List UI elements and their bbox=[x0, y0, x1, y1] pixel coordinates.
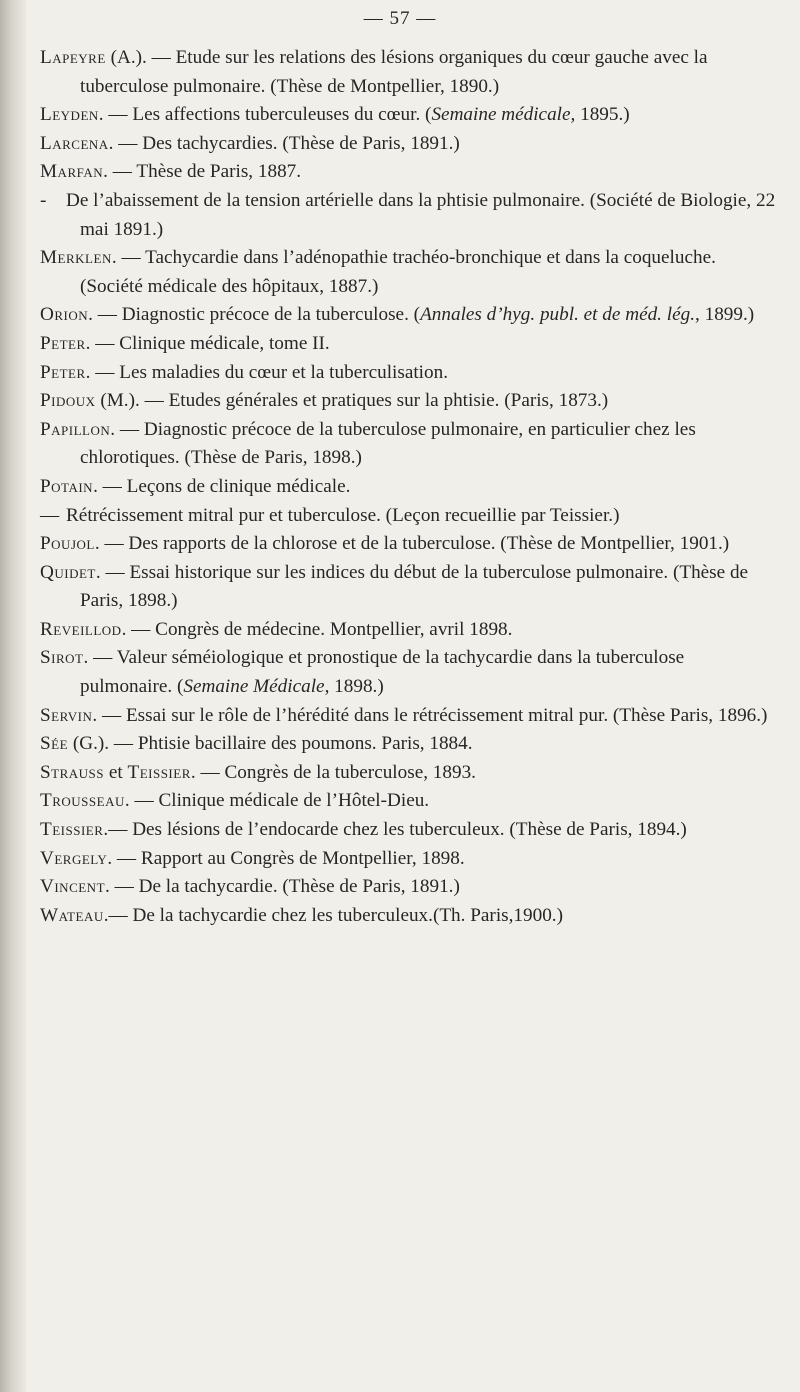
bibliography-entry bbox=[40, 502, 780, 531]
entry-author: Quidet bbox=[40, 561, 96, 583]
entry-text: . — Clinique médicale, tome II. bbox=[85, 332, 330, 354]
entry-author: Sée bbox=[40, 733, 69, 755]
entry-text: . — Diagnostic précoce de la tuberculose. ( bbox=[88, 304, 421, 326]
entry-text: De l’abaissement de la tension artérielle dans la phtisie pulmonaire. (Société de Biologie, 22 mai 1891.) bbox=[66, 189, 776, 240]
continuation-dash: - bbox=[40, 189, 47, 211]
entry-text: .— De la tachycardie chez les tuberculeux.(Th. Paris,1900.) bbox=[103, 904, 563, 926]
bibliography-entry bbox=[40, 644, 780, 701]
entry-author: Pidoux bbox=[40, 390, 96, 412]
entry-text: . — De la tachycardie. (Thèse de Paris, 1891.) bbox=[105, 876, 460, 898]
bibliography-entry bbox=[40, 616, 780, 645]
entry-author: Leyden bbox=[40, 104, 99, 126]
entry-text: et bbox=[104, 761, 128, 783]
entry-text: . — Des rapports de la chlorose et de la tuberculose. (Thèse de Montpellier, 1901.) bbox=[94, 533, 730, 555]
entry-text: Rétrécissement mitral pur et tuberculose. (Leçon recueillie par Teissier.) bbox=[66, 504, 620, 526]
entry-text: . — Clinique médicale de l’Hôtel-Dieu. bbox=[124, 790, 430, 812]
entry-author: Lapeyre bbox=[40, 47, 106, 68]
bibliography-entry bbox=[40, 387, 780, 416]
entry-text: (A.). — Etude sur les relations des lésions organiques du cœur gauche avec la tuberculose pulmonaire. (Thèse de Montpellier, 1890.) bbox=[80, 47, 708, 97]
entry-journal: Semaine Médicale bbox=[183, 676, 325, 698]
entry-text-tail: . — Congrès de la tuberculose, 1893. bbox=[190, 761, 476, 783]
bibliography-entry bbox=[40, 902, 780, 931]
entry-author: Potain bbox=[40, 475, 94, 497]
entry-text-tail: , 1898.) bbox=[324, 676, 384, 698]
bibliography-entry bbox=[40, 530, 780, 559]
entry-author: Sirot bbox=[40, 647, 84, 669]
bibliography-entry bbox=[40, 301, 780, 330]
bibliography-entry bbox=[40, 473, 780, 502]
entry-journal: Annales d’hyg. publ. et de méd. lég. bbox=[420, 304, 696, 326]
bibliography-entry bbox=[40, 330, 780, 359]
bibliography-list bbox=[40, 44, 780, 930]
entry-author: Reveillod bbox=[40, 618, 122, 640]
entry-author: Merklen bbox=[40, 247, 112, 269]
continuation-dash: — bbox=[40, 504, 60, 526]
entry-text: . — Diagnostic précoce de la tuberculose pulmonaire, en particulier chez les chlorotiques. (Thèse de Paris, 1898.) bbox=[80, 418, 696, 469]
entry-text: . — Les maladies du cœur et la tuberculisation. bbox=[85, 361, 448, 383]
entry-text-tail: 1895.) bbox=[575, 104, 630, 126]
entry-text: . — Des tachycardies. (Thèse de Paris, 1891.) bbox=[108, 132, 460, 154]
entry-journal: Semaine médicale, bbox=[431, 104, 576, 126]
bibliography-entry bbox=[40, 759, 780, 788]
bibliography-entry bbox=[40, 44, 780, 101]
entry-author: Poujol bbox=[40, 533, 95, 555]
entry-author: Orion bbox=[40, 304, 89, 326]
bibliography-entry bbox=[40, 816, 780, 845]
entry-text: . — Leçons de clinique médicale. bbox=[93, 475, 351, 497]
bibliography-entry bbox=[40, 787, 780, 816]
entry-author: Servin bbox=[40, 704, 93, 726]
entry-author: Vergely bbox=[40, 847, 108, 869]
entry-author: Larcena bbox=[40, 132, 109, 154]
entry-text: . — Thèse de Paris, 1887. bbox=[103, 161, 302, 183]
entry-author: Peter bbox=[40, 332, 86, 354]
book-spine-shadow bbox=[0, 0, 26, 1392]
bibliography-entry bbox=[40, 101, 780, 130]
bibliography-entry bbox=[40, 416, 780, 473]
bibliography-entry bbox=[40, 873, 780, 902]
entry-text: . — Essai historique sur les indices du début de la tuberculose pulmonaire. (Thèse de Paris, 1898.) bbox=[80, 561, 749, 612]
entry-author: Marfan bbox=[40, 161, 104, 183]
entry-text: . — Valeur séméiologique et pronostique de la tachycardie dans la tuberculose pulmonaire. ( bbox=[80, 647, 685, 698]
entry-text: . — Rapport au Congrès de Montpellier, 1898. bbox=[107, 847, 465, 869]
entry-author: Teissier bbox=[40, 819, 104, 841]
entry-text: (M.). — Etudes générales et pratiques sur la phtisie. (Paris, 1873.) bbox=[95, 390, 609, 412]
entry-text: . — Congrès de médecine. Montpellier, avril 1898. bbox=[121, 618, 513, 640]
entry-coauthor: Teissier bbox=[127, 761, 191, 783]
bibliography-entry bbox=[40, 559, 780, 616]
bibliography-entry bbox=[40, 359, 780, 388]
entry-author: Wateau bbox=[40, 904, 104, 926]
bibliography-entry bbox=[40, 130, 780, 159]
bibliography-entry bbox=[40, 702, 780, 731]
entry-author: Peter bbox=[40, 361, 86, 383]
entry-author: Trousseau bbox=[40, 790, 125, 812]
bibliography-entry bbox=[40, 187, 780, 244]
page-number: — 57 — bbox=[363, 8, 437, 29]
entry-author: Strauss bbox=[40, 761, 105, 783]
entry-text: . — Tachycardie dans l’adénopathie trachéo-bronchique et dans la coqueluche. (Société médicale des hôpitaux, 1887.) bbox=[80, 247, 716, 297]
entry-text: . — Les affections tuberculeuses du cœur. ( bbox=[98, 104, 432, 126]
entry-text: .— Des lésions de l’endocarde chez les tuberculeux. (Thèse de Paris, 1894.) bbox=[103, 819, 687, 841]
bibliography-entry bbox=[40, 158, 780, 187]
bibliography-entry bbox=[40, 730, 780, 759]
entry-author: Vincent bbox=[40, 876, 106, 898]
entry-text: . — Essai sur le rôle de l’hérédité dans le rétrécissement mitral pur. (Thèse Paris, 1896.) bbox=[92, 704, 768, 726]
entry-text: (G.). — Phtisie bacillaire des poumons. Paris, 1884. bbox=[68, 733, 473, 755]
bibliography-entry bbox=[40, 845, 780, 874]
bibliography-entry bbox=[40, 244, 780, 301]
entry-author: Papillon bbox=[40, 418, 111, 440]
entry-text-tail: , 1899.) bbox=[695, 304, 755, 326]
